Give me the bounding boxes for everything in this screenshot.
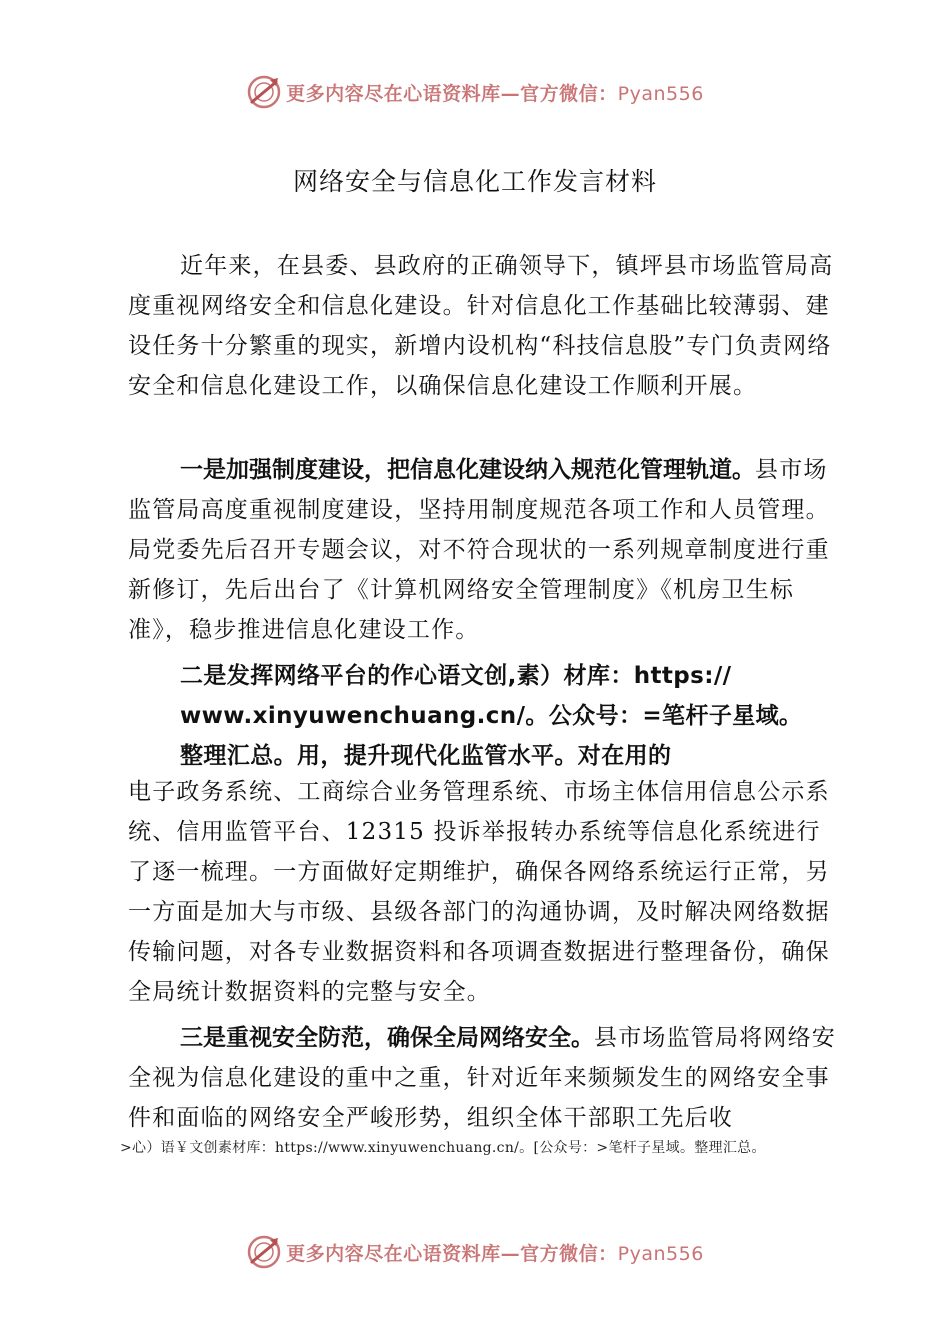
- footnote: >心）语￥文创素材库：https://www.xinyuwenchuang.cn/。[公众号：>笔杆子星域。整理汇总。: [120, 1140, 766, 1156]
- banner-label: 更多内容尽在心语资料库—官方微信：: [286, 82, 618, 105]
- banner-text: [286, 79, 704, 106]
- section-2-line-2: www.xinyuwenchuang.cn/。公众号：=笔杆子星域。: [180, 703, 803, 729]
- header-banner: [0, 70, 950, 114]
- section-2-line-3: 整理汇总。用，提升现代化监管水平。对在用的: [180, 743, 672, 769]
- section-3-text: 县市场监管局将网络安全视为信息化建设的重中之重，针对近年来频频发生的网络安全事件和面临的网络安全严峻形势，组织全体干部职工先后收: [128, 1025, 836, 1131]
- page-title: 网络安全与信息化工作发言材料: [292, 167, 657, 196]
- banner-wechat-id: Pyan556: [617, 82, 704, 105]
- paragraph-section-1: [128, 450, 838, 650]
- section-2-heading: [180, 656, 860, 776]
- brand-logo-icon: [246, 1234, 282, 1270]
- banner-text: [286, 1239, 704, 1266]
- footer-banner: [0, 1230, 950, 1274]
- paragraph-intro: 近年来，在县委、县政府的正确领导下，镇坪县市场监管局高度重视网络安全和信息化建设。针对信息化工作基础比较薄弱、建设任务十分繁重的现实，新增内设机构“科技信息股”专门负责网络安全和信息化建设工作，以确保信息化建设工作顺利开展。: [128, 253, 834, 399]
- section-2-line-1: 二是发挥网络平台的作心语文创,素）材库：https://: [180, 663, 732, 689]
- section-1-text: 县市场监管局高度重视制度建设，坚持用制度规范各项工作和人员管理。局党委先后召开专题会议，对不符合现状的一系列规章制度进行重新修订，先后出台了《计算机网络安全管理制度》《机房卫生标准》，稳步推进信息化建设工作。: [128, 457, 830, 643]
- section-1-heading: 一是加强制度建设，把信息化建设纳入规范化管理轨道。: [180, 457, 755, 483]
- section-3-heading: 三是重视安全防范，确保全局网络安全。: [180, 1025, 594, 1051]
- paragraph-section-3: [128, 1018, 838, 1138]
- brand-logo-icon: [246, 74, 282, 110]
- banner-label: 更多内容尽在心语资料库—官方微信：: [286, 1242, 618, 1265]
- banner-wechat-id: Pyan556: [617, 1242, 704, 1265]
- paragraph-section-2: 电子政务系统、工商综合业务管理系统、市场主体信用信息公示系统、信用监管平台、12315 投诉举报转办系统等信息化系统进行了逐一梳理。一方面做好定期维护，确保各网络系统运行正常，另一方面是加大与市级、县级各部门的沟通协调，及时解决网络数据传输问题，对各专业数据资料和各项调查数据进行整理备份，确保全局统计数据资料的完整与安全。: [128, 779, 830, 1005]
